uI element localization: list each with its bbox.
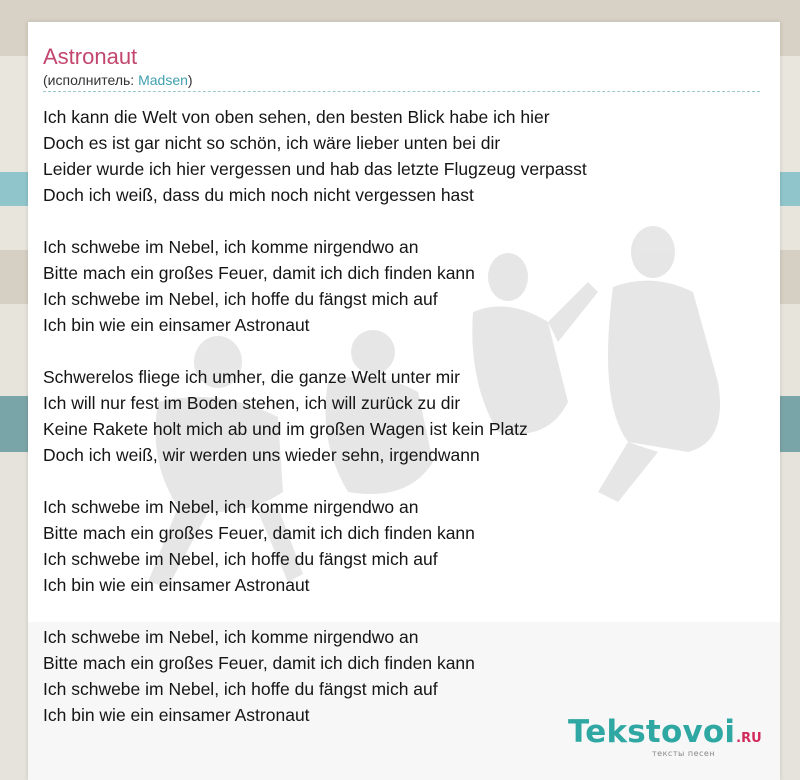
artist-prefix: (исполнитель: <box>43 72 139 88</box>
lyric-line: Bitte mach ein großes Feuer, damit ich dich finden kann <box>43 523 475 543</box>
lyrics-card <box>28 22 780 780</box>
lyric-line: Ich bin wie ein einsamer Astronaut <box>43 705 310 725</box>
lyrics-text <box>43 104 587 728</box>
lyric-line: Doch es ist gar nicht so schön, ich wäre lieber unten bei dir <box>43 133 501 153</box>
lyric-line: Ich schwebe im Nebel, ich hoffe du fängst mich auf <box>43 549 438 569</box>
song-title: Astronaut <box>43 44 138 69</box>
lyric-line: Doch ich weiß, wir werden uns wieder sehn, irgendwann <box>43 445 480 465</box>
artist-suffix: ) <box>187 72 193 88</box>
stanza-gap <box>43 338 587 364</box>
lyric-line: Ich schwebe im Nebel, ich komme nirgendwo an <box>43 237 419 257</box>
lyric-line: Ich bin wie ein einsamer Astronaut <box>43 315 310 335</box>
song-header <box>43 44 760 92</box>
lyric-line: Ich schwebe im Nebel, ich komme nirgendwo an <box>43 627 419 647</box>
artist-line <box>43 72 760 92</box>
stanza <box>43 364 587 468</box>
logo-tagline: тексты песен <box>652 749 716 758</box>
site-logo[interactable] <box>568 714 762 758</box>
lyric-line: Schwerelos fliege ich umher, die ganze Welt unter mir <box>43 367 460 387</box>
lyric-line: Bitte mach ein großes Feuer, damit ich dich finden kann <box>43 263 475 283</box>
lyric-line: Ich schwebe im Nebel, ich hoffe du fängst mich auf <box>43 289 438 309</box>
lyric-line: Ich bin wie ein einsamer Astronaut <box>43 575 310 595</box>
stanza-gap <box>43 468 587 494</box>
lyric-line: Doch ich weiß, dass du mich noch nicht vergessen hast <box>43 185 474 205</box>
stanza <box>43 494 587 598</box>
artist-link[interactable]: Madsen <box>138 72 188 88</box>
stanza-gap <box>43 598 587 624</box>
lyric-line: Bitte mach ein großes Feuer, damit ich dich finden kann <box>43 653 475 673</box>
stanza-gap <box>43 208 587 234</box>
logo-tld: .RU <box>736 731 762 746</box>
stanza <box>43 624 587 728</box>
logo-wordmark: Tekstovoi <box>568 714 736 750</box>
lyric-line: Ich schwebe im Nebel, ich komme nirgendwo an <box>43 497 419 517</box>
stanza <box>43 234 587 338</box>
lyric-line: Ich will nur fest im Boden stehen, ich will zurück zu dir <box>43 393 461 413</box>
lyric-line: Ich kann die Welt von oben sehen, den besten Blick habe ich hier <box>43 107 550 127</box>
stanza <box>43 104 587 208</box>
lyric-line: Ich schwebe im Nebel, ich hoffe du fängst mich auf <box>43 679 438 699</box>
lyric-line: Leider wurde ich hier vergessen und hab das letzte Flugzeug verpasst <box>43 159 587 179</box>
lyric-line: Keine Rakete holt mich ab und im großen Wagen ist kein Platz <box>43 419 528 439</box>
